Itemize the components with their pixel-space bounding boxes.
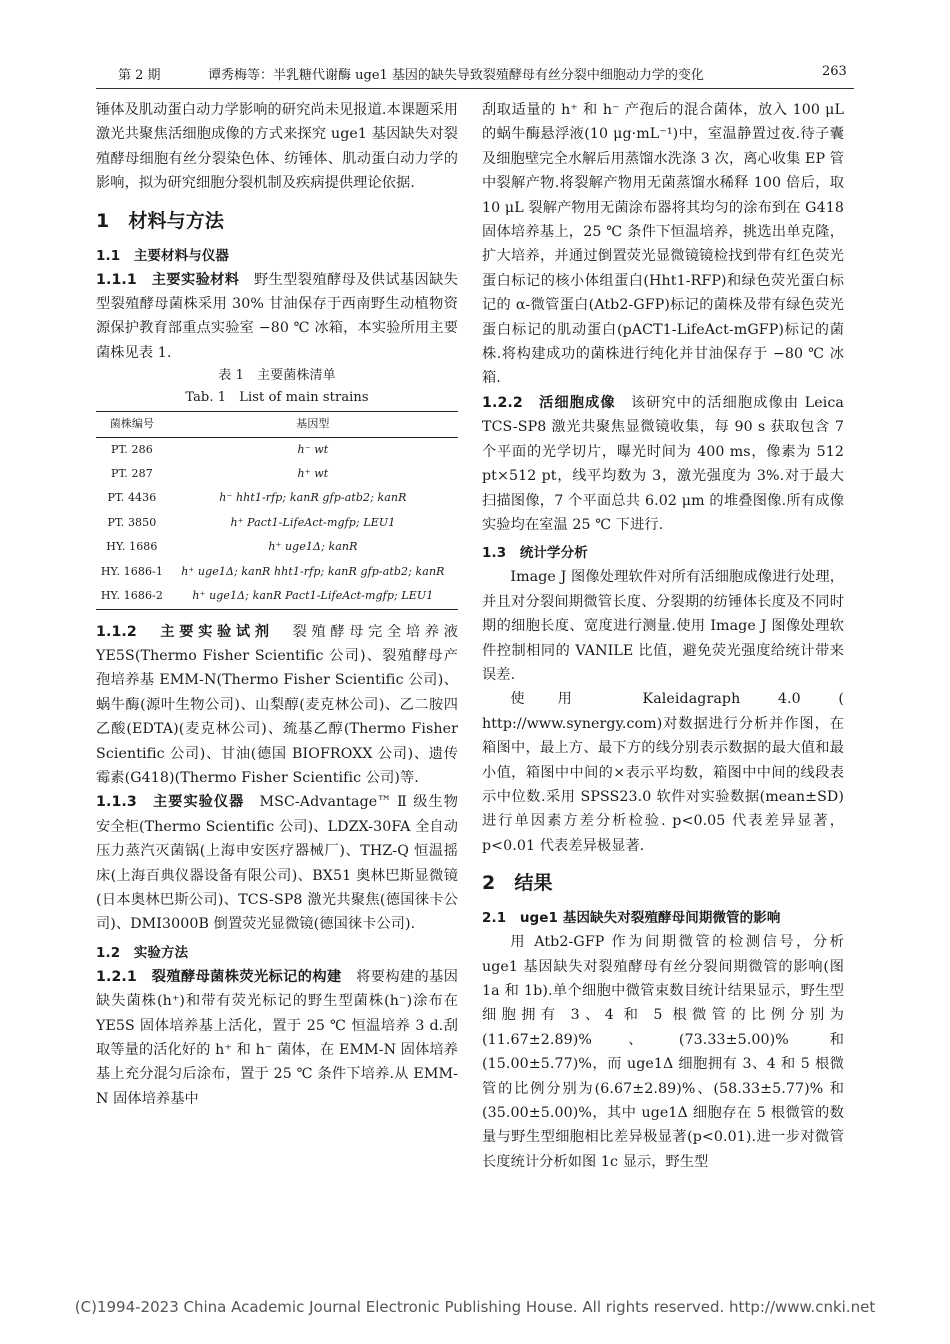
section-1-2-2-text: 该研究中的活细胞成像由 Leica TCS-SP8 激光共聚焦显微镜收集，每 90 s 获取包含 7 个平面的光学切片，曝光时间为 400 ms，像素为 512 pt×512 pt，线平均数为 3，激光强度为 3%.对于最大扫描图像，7 个平面总共 6.02 μm 的堆叠图像.所有成像实验均在室温 25 ℃ 下进行. <box>482 394 844 533</box>
left-column <box>96 98 458 1111</box>
column-header-genotype: 基因型 <box>296 417 330 431</box>
section-1-1-2 <box>96 620 458 791</box>
section-1-2-1-continued: 刮取适量的 h⁺ 和 h⁻ 产孢后的混合菌体，放入 100 μL 的蜗牛酶悬浮液(10 μg·mL⁻¹)中，室温静置过夜.待子囊及细胞壁完全水解后用蒸馏水洗涤 3 次，离心收集 EP 管中裂解产物.将裂解产物用无菌蒸馏水稀释 100 倍后，取 10 μL 裂解产物用无菌涂布器将其均匀的涂布到在 G418 固体培养基上，25 ℃ 条件下恒温培养，挑选出单克隆，扩大培养，并通过倒置荧光显微镜镜检找到带有红色荧光蛋白标记的核小体组蛋白(Hht1-RFP)和绿色荧光蛋白标记的 α-微管蛋白(Atb2-GFP)标记的菌株及带有绿色荧光蛋白标记的肌动蛋白(pACT1-LifeAct-mGFP)标记的菌株.将构建成功的菌株进行纯化并甘油保存于 −80 ℃ 冰箱. <box>482 102 844 387</box>
strain-id: HY. 1686-2 <box>100 589 163 603</box>
section-1-2-2-title: 1.2.2 活细胞成像 <box>482 394 616 411</box>
running-title: 谭秀梅等：半乳糖代谢酶 uge1 基因的缺失导致裂殖酵母有丝分裂中细胞动力学的变化 <box>208 68 704 83</box>
genotype: h⁺ Pact1-LifeAct-mgfp; LEU1 <box>230 515 396 529</box>
strain-id: PT. 4436 <box>107 491 157 505</box>
table-row <box>96 511 458 535</box>
genotype: h⁺ uge1Δ; kanR hht1-rfp; kanR gfp-atb2; kanR <box>181 564 445 578</box>
table-header-row <box>96 412 458 437</box>
section-1-1-1-title: 1.1.1 主要实验材料 <box>96 271 240 288</box>
table-row <box>96 560 458 584</box>
page-header <box>0 0 950 96</box>
column-header-strain-id: 菌株编号 <box>109 417 155 431</box>
genotype: h⁺ uge1Δ; kanR <box>268 540 358 554</box>
genotype: h⁻ wt <box>297 442 329 456</box>
intro-paragraph: 锤体及肌动蛋白动力学影响的研究尚未见报道.本课题采用激光共聚焦活细胞成像的方式来探究 uge1 基因缺失对裂殖酵母细胞有丝分裂染色体、纺锤体、肌动蛋白动力学的影响，拟为研究细胞分裂机制及疾病提供理论依据. <box>96 102 458 192</box>
section-1-3-paragraph-1: Image J 图像处理软件对所有活细胞成像进行处理，并且对分裂间期微管长度、分裂期的纺锤体长度及不同时期的细胞长度、宽度进行测量.使用 Image J 图像处理软件控制相同的 VANILE 比值，避免荧光强度给统计带来误差. <box>482 569 844 683</box>
genotype: h⁺ uge1Δ; kanR Pact1-LifeAct-mgfp; LEU1 <box>192 589 434 603</box>
strain-id: HY. 1686-1 <box>100 564 163 578</box>
table-row <box>96 462 458 486</box>
genotype: h⁻ hht1-rfp; kanR gfp-atb2; kanR <box>219 491 407 505</box>
page-number: 263 <box>822 64 847 79</box>
section-1-2-1-text: 将要构建的基因缺失菌株(h⁺)和带有荧光标记的野生型菌株(h⁻)涂布在 YE5S 固体培养基上活化，置于 25 ℃ 恒温培养 3 d.刮取等量的活化好的 h⁺ 和 h⁻ 菌体，在 EMM-N 固体培养基上充分混匀后涂布，置于 25 ℃ 条件下培养.从 EMM-N 固体培养基中 <box>96 968 459 1107</box>
table-row <box>96 535 458 559</box>
table-row <box>96 437 458 462</box>
section-2-1-paragraph: 用 Atb2-GFP 作为间期微管的检测信号，分析 uge1 基因缺失对裂殖酵母有丝分裂间期微管的影响(图 1a 和 1b).单个细胞中微管束数目统计结果显示，野生型细胞拥有 3、4 和 5 根微管的比例分别为(11.67±2.89)%、(73.33±5.00)% 和(15.00±5.77)%，而 uge1Δ 细胞拥有 3、4 和 5 根微管的比例分别为(6.67±2.89)%、(58.33±5.77)% 和(35.00±5.00)%，其中 uge1Δ 细胞存在 5 根微管的数量与野生型细胞相比差异极显著(p<0.01).进一步对微管长度统计分析如图 1c 显示，野生型 <box>482 934 844 1170</box>
section-2-heading: 2 结果 <box>482 872 553 895</box>
section-1-1-2-text: 裂殖酵母完全培养液 YE5S(Thermo Fisher Scientific 公司)、裂殖酵母产孢培养基 EMM-N(Thermo Fisher Scientific 公司)、蜗牛酶(源叶生物公司)、山梨醇(麦克林公司)、乙二胺四乙酸(EDTA)(麦克林公司)、巯基乙醇(Thermo Fisher Scientific 公司)、甘油(德国 BIOFROXX 公司)、遗传霉素(G418)(Thermo Fisher Scientific 公司)等. <box>96 623 458 786</box>
section-1-1-3 <box>96 790 458 936</box>
strains-table <box>96 411 458 609</box>
table-row <box>96 584 458 609</box>
issue-number: 第 2 期 <box>118 68 161 83</box>
strain-id: PT. 3850 <box>107 515 157 529</box>
section-1-3-paragraph-2: 使用 Kaleidagraph 4.0 ( http://www.synergy.com)对数据进行分析并作图，在箱图中，最上方、最下方的线分别表示数据的最大值和最小值，箱图中中间的×表示平均数，箱图中中间的线段表示中位数.采用 SPSS23.0 软件对实验数据(mean±SD)进行单因素方差分析检验. p<0.05 代表差异显著，p<0.01 代表差异极显著. <box>482 691 844 854</box>
section-1-2-1-title: 1.2.1 裂殖酵母菌株荧光标记的构建 <box>96 968 342 985</box>
section-1-1-3-text: MSC-Advantage™ Ⅱ 级生物安全柜(Thermo Scientific 公司)、LDZX-30FA 全自动压力蒸汽灭菌锅(上海申安医疗器械厂)、THZ-Q 恒温摇床(上海百典仪器设备有限公司)、BX51 奥林巴斯显微镜(日本奥林巴斯公司)、TCS-SP8 激光共聚焦(德国徕卡公司)、DMI3000B 倒置荧光显微镜(德国徕卡公司). <box>96 794 458 933</box>
genotype: h⁺ wt <box>297 467 329 481</box>
section-1-2-heading: 1.2 实验方法 <box>96 944 189 961</box>
strain-id: HY. 1686 <box>106 540 158 554</box>
table-caption-en: Tab. 1 List of main strains <box>185 390 369 406</box>
section-1-3-heading: 1.3 统计学分析 <box>482 545 588 562</box>
strain-id: PT. 287 <box>110 467 153 481</box>
section-1-1-1 <box>96 268 458 366</box>
section-2-1-heading: 2.1 uge1 基因缺失对裂殖酵母间期微管的影响 <box>482 910 781 927</box>
section-1-2-1 <box>96 965 458 1111</box>
section-1-heading: 1 材料与方法 <box>96 209 224 232</box>
section-1-1-3-title: 1.1.3 主要实验仪器 <box>96 794 245 811</box>
header-rule <box>96 88 854 89</box>
strain-id: PT. 286 <box>110 442 153 456</box>
section-1-1-heading: 1.1 主要材料与仪器 <box>96 247 230 264</box>
copyright-footer: (C)1994-2023 China Academic Journal Electronic Publishing House. All rights reserved. http://www.cnki.net <box>74 1298 876 1316</box>
table-row <box>96 486 458 510</box>
table-caption-cn: 表 1 主要菌株清单 <box>218 368 336 384</box>
section-1-1-1-text: 野生型裂殖酵母及供试基因缺失型裂殖酵母菌株采用 30% 甘油保存于西南野生动植物资源保护教育部重点实验室 −80 ℃ 冰箱，本实验所用主要菌株见表 1. <box>96 271 458 361</box>
right-column <box>482 98 844 1174</box>
section-1-2-2 <box>482 391 844 537</box>
section-1-1-2-title: 1.1.2 主要实验试剂 <box>96 623 274 640</box>
